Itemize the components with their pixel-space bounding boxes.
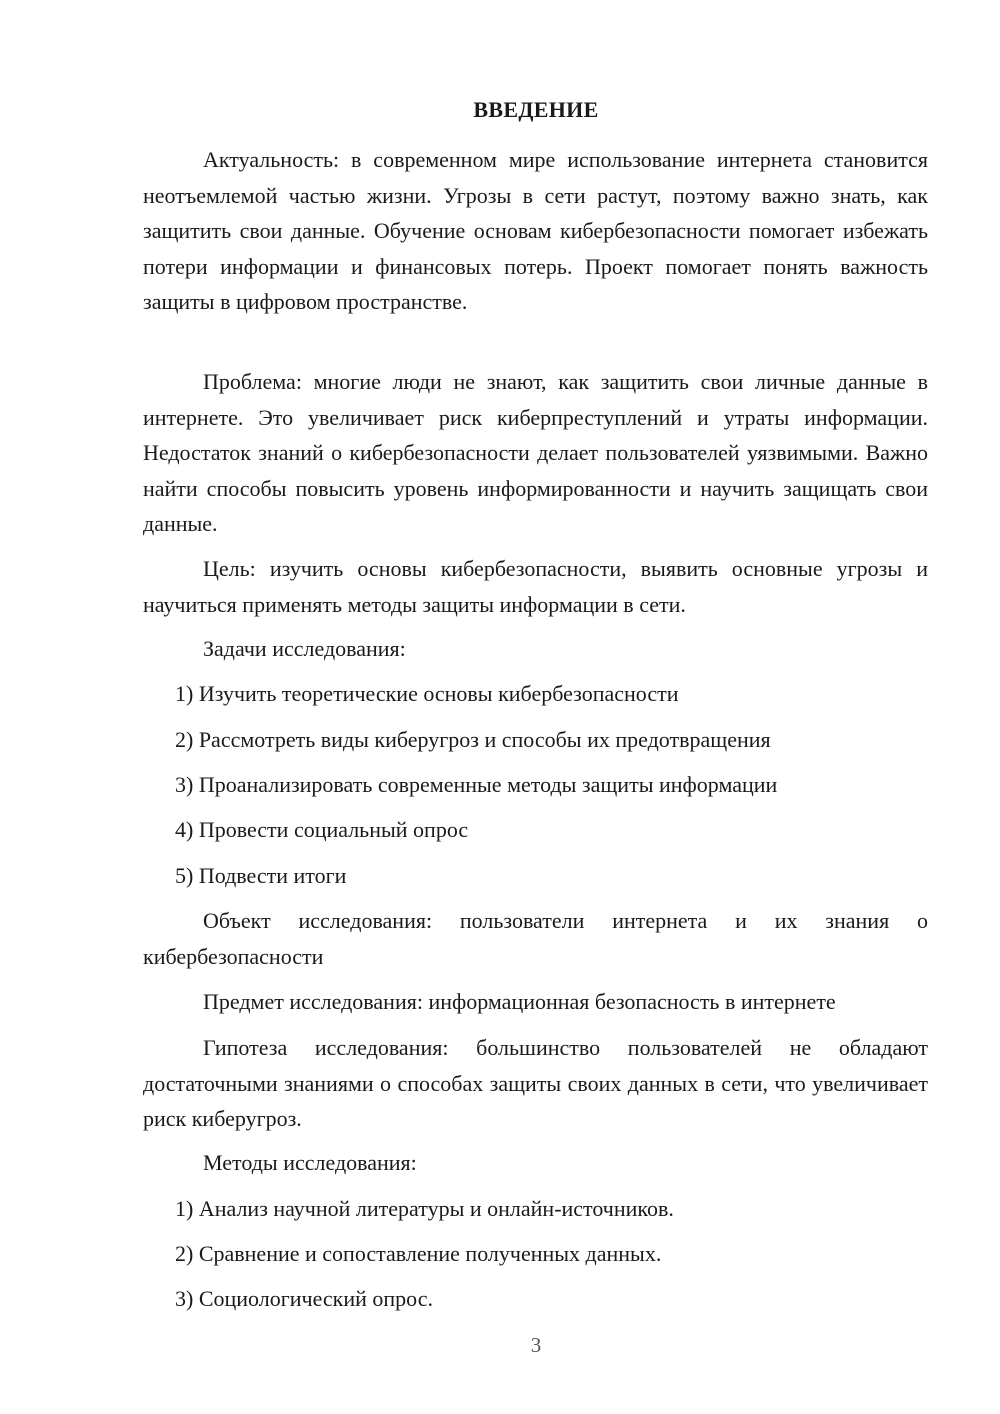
task-item: 3) Проанализировать современные методы защиты информации — [175, 772, 778, 797]
subject-paragraph: Предмет исследования: информационная безопасность в интернете — [203, 989, 836, 1014]
task-item: 1) Изучить теоретические основы кибербезопасности — [175, 681, 679, 706]
problem-paragraph: Проблема: многие люди не знают, как защитить свои личные данные в интернете. Это увеличивает риск киберпреступлений и утраты информации. Недостаток знаний о кибербезопасности делает пользователей уязвимыми. Важно найти способы повысить уровень информированности и научить защищать свои данные. — [143, 369, 928, 536]
object-paragraph: Объект исследования: пользователи интернета и их знания о кибербезопасности — [143, 908, 928, 969]
task-item: 4) Провести социальный опрос — [175, 817, 469, 842]
task-item: 5) Подвести итоги — [175, 863, 347, 888]
relevance-paragraph: Актуальность: в современном мире использование интернета становится неотъемлемой частью жизни. Угрозы в сети растут, поэтому важно знать, как защитить свои данные. Обучение основам кибербезопасности помогает избежать потери информации и финансовых потерь. Проект помогает понять важность защиты в цифровом пространстве. — [143, 147, 928, 314]
tasks-heading: Задачи исследования: — [203, 636, 406, 661]
task-item: 2) Рассмотреть виды киберугроз и способы их предотвращения — [175, 727, 771, 752]
goal-paragraph: Цель: изучить основы кибербезопасности, выявить основные угрозы и научиться применять методы защиты информации в сети. — [143, 556, 928, 617]
method-item: 2) Сравнение и сопоставление полученных данных. — [175, 1241, 662, 1266]
hypothesis-paragraph: Гипотеза исследования: большинство пользователей не обладают достаточными знаниями о способах защиты своих данных в сети, что увеличивает риск киберугроз. — [143, 1035, 928, 1131]
method-item: 1) Анализ научной литературы и онлайн-источников. — [175, 1196, 674, 1221]
methods-heading: Методы исследования: — [203, 1150, 417, 1175]
page-number: 3 — [530, 1333, 542, 1357]
page-title: ВВЕДЕНИЕ — [473, 97, 599, 122]
method-item: 3) Социологический опрос. — [175, 1286, 433, 1311]
